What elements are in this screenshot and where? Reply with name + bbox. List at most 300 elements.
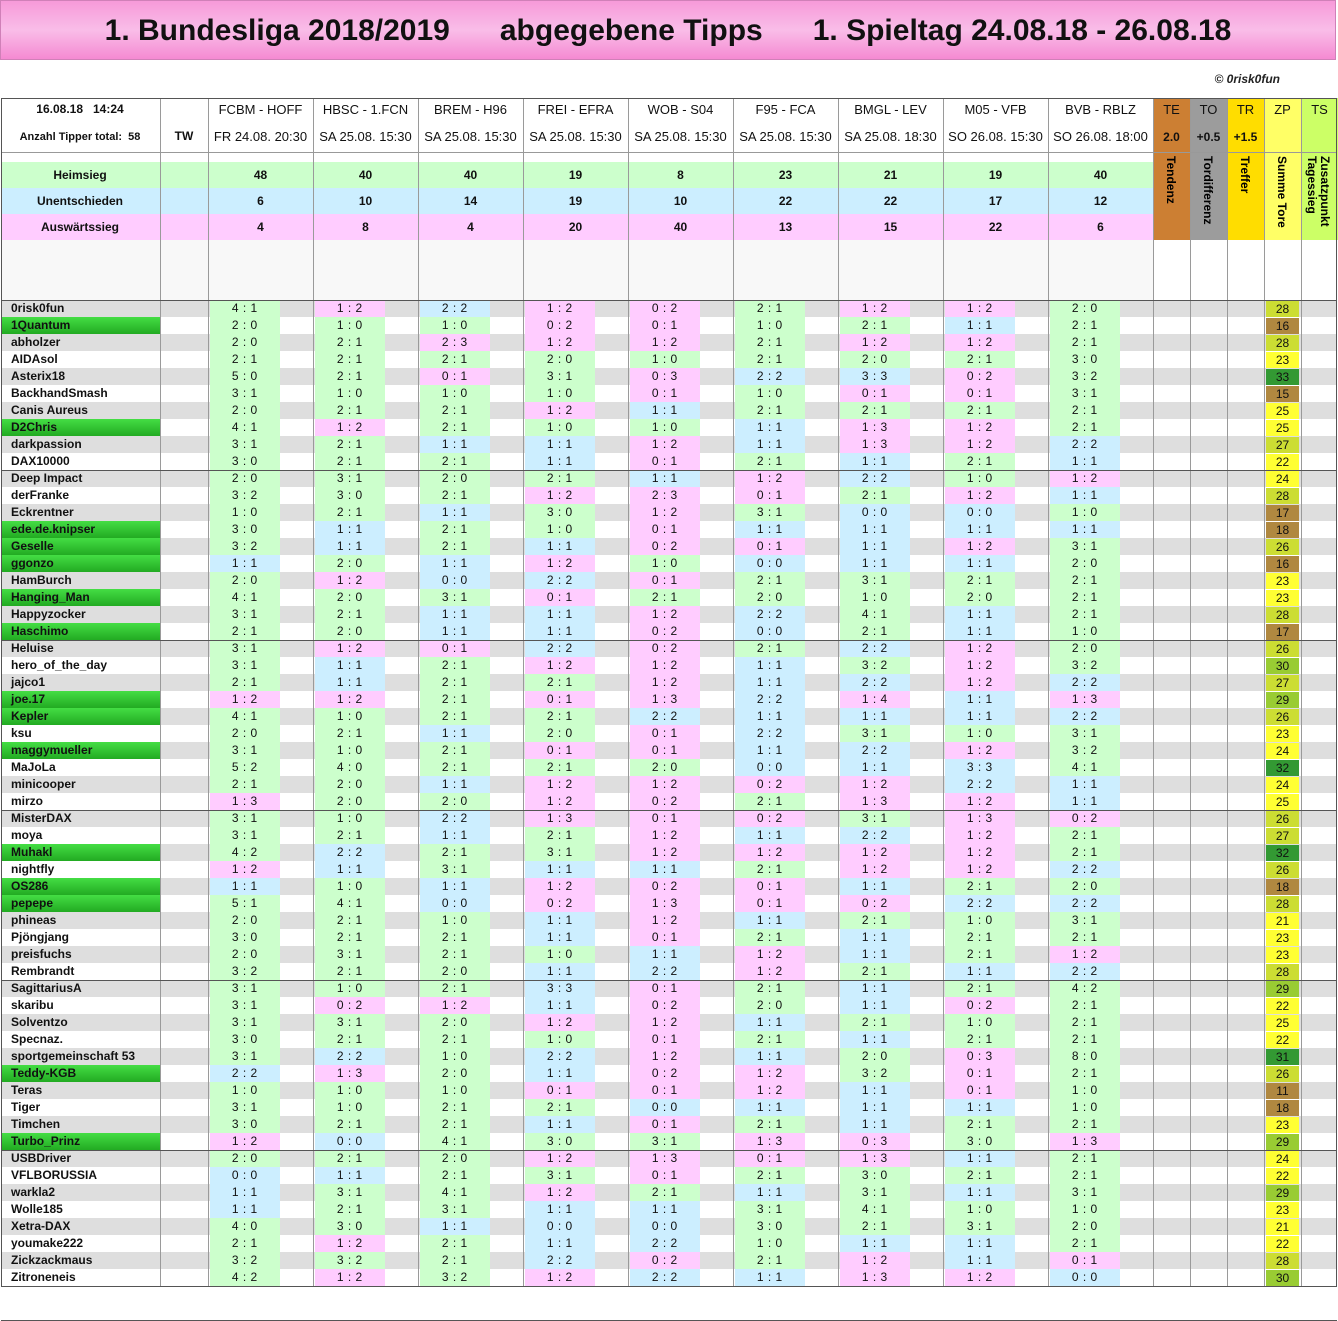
tip-cell: 2 : 2 [630,1235,700,1252]
match-kickoff: FR 24.08. 20:30 [213,129,308,144]
player-name: OS286 [1,878,160,895]
col-to-value: +0.5 [1196,130,1221,144]
tip-cell: 2 : 1 [420,1235,490,1252]
tip-cell: 1 : 1 [525,1235,595,1252]
tip-cell: 0 : 3 [945,1048,1015,1065]
tip-cell: 1 : 0 [315,708,385,725]
match-kickoff: SO 26.08. 15:30 [948,129,1043,144]
tip-cell: 4 : 1 [420,1184,490,1201]
player-name: HamBurch [11,573,72,587]
tip-cell: 2 : 1 [945,980,1015,997]
points-cell: 23 [1266,590,1299,606]
points-cell: 21 [1266,913,1299,929]
tip-cell: 1 : 2 [1050,946,1120,963]
tip-cell: 2 : 1 [420,402,490,419]
tip-cell: 1 : 2 [840,334,910,351]
tip-cell: 1 : 2 [315,1269,385,1286]
tip-cell: 1 : 1 [840,521,910,538]
tip-cell: 0 : 2 [525,317,595,334]
tip-cell: 2 : 1 [1050,334,1120,351]
tip-cell: 1 : 1 [840,1082,910,1099]
player-name: youmake222 [11,1236,84,1250]
tip-cell: 0 : 2 [525,895,595,912]
points-cell: 31 [1266,1049,1299,1065]
tip-cell: 1 : 2 [945,640,1015,657]
tip-cell: 2 : 1 [735,572,805,589]
unentschieden-count: 17 [988,194,1003,208]
author-credit: © 0risk0fun [1214,72,1280,86]
tip-cell: 1 : 2 [735,963,805,980]
tip-cell: 2 : 1 [420,351,490,368]
tip-cell: 2 : 1 [315,963,385,980]
tip-cell: 3 : 1 [210,385,280,402]
tip-cell: 1 : 1 [630,946,700,963]
points-cell: 32 [1266,845,1299,861]
tip-cell: 8 : 0 [1050,1048,1120,1065]
tip-cell: 1 : 1 [420,878,490,895]
tip-cell: 2 : 1 [420,538,490,555]
tip-cell: 2 : 2 [420,300,490,317]
tip-cell: 1 : 2 [630,657,700,674]
tip-cell: 2 : 2 [735,691,805,708]
points-cell: 29 [1266,981,1299,997]
tip-cell: 1 : 1 [945,1235,1015,1252]
tip-cell: 0 : 2 [945,368,1015,385]
tip-cell: 1 : 1 [630,470,700,487]
tip-cell: 0 : 1 [630,1031,700,1048]
tip-cell: 1 : 2 [525,793,595,810]
unentschieden-count: 22 [883,194,898,208]
points-cell: 26 [1266,1066,1299,1082]
tip-cell: 2 : 2 [945,895,1015,912]
tip-cell: 1 : 0 [1050,623,1120,640]
tip-cell: 2 : 2 [630,1269,700,1286]
tip-cell: 1 : 0 [1050,1201,1120,1218]
player-name: mirzo [11,794,44,808]
points-cell: 22 [1266,1236,1299,1252]
tip-cell: 2 : 1 [1050,419,1120,436]
tip-cell: 3 : 1 [945,1218,1015,1235]
tip-cell: 2 : 1 [735,402,805,419]
tip-cell: 1 : 2 [525,878,595,895]
tip-cell: 3 : 2 [210,487,280,504]
points-cell: 30 [1266,1270,1299,1286]
tip-cell: 1 : 1 [525,453,595,470]
tip-cell: 0 : 2 [630,538,700,555]
tip-cell: 2 : 2 [1050,861,1120,878]
tip-cell: 1 : 1 [840,946,910,963]
tip-cell: 1 : 1 [315,674,385,691]
tip-cell: 3 : 1 [315,946,385,963]
tip-cell: 1 : 2 [735,1082,805,1099]
points-cell: 26 [1266,539,1299,555]
tip-cell: 1 : 2 [735,844,805,861]
tip-cell: 1 : 1 [525,1201,595,1218]
points-cell: 16 [1266,318,1299,334]
tip-cell: 3 : 0 [315,487,385,504]
tip-cell: 1 : 1 [840,555,910,572]
auswaertssieg-count: 20 [568,220,583,234]
player-name: moya [11,828,43,842]
tip-cell: 1 : 1 [735,1014,805,1031]
tip-cell: 2 : 1 [945,453,1015,470]
tip-cell: 1 : 1 [315,521,385,538]
player-name: ede.de.knipser [1,521,160,538]
player-name: Tiger [11,1100,41,1114]
match-teams: BMGL - LEV [854,102,927,117]
tip-cell: 0 : 1 [630,1167,700,1184]
player-name: Solventzo [11,1015,68,1029]
tip-cell: 3 : 1 [420,589,490,606]
tip-cell: 3 : 1 [525,368,595,385]
header-tipper-count: Anzahl Tipper total: 58 [19,131,141,143]
tip-cell: 2 : 2 [525,1252,595,1269]
tip-cell: 3 : 2 [420,1269,490,1286]
tip-cell: 1 : 1 [1050,487,1120,504]
points-cell: 29 [1266,1185,1299,1201]
tip-cell: 3 : 0 [945,1133,1015,1150]
tip-cell: 2 : 1 [420,453,490,470]
tip-cell: 0 : 1 [630,980,700,997]
tip-cell: 2 : 1 [1050,1031,1120,1048]
tip-cell: 1 : 0 [420,1082,490,1099]
tip-cell: 3 : 0 [210,1116,280,1133]
tip-cell: 2 : 2 [1050,963,1120,980]
tip-cell: 2 : 1 [420,844,490,861]
tip-cell: 1 : 2 [945,419,1015,436]
tip-cell: 0 : 1 [630,572,700,589]
points-cell: 16 [1266,556,1299,572]
tip-cell: 2 : 0 [1050,300,1120,317]
tip-cell: 1 : 0 [945,1014,1015,1031]
tip-cell: 2 : 1 [420,1099,490,1116]
tip-cell: 1 : 0 [420,1048,490,1065]
tip-cell: 1 : 1 [630,1201,700,1218]
auswaertssieg-count: 13 [778,220,793,234]
tip-cell: 4 : 2 [210,844,280,861]
tip-cell: 0 : 1 [630,453,700,470]
tip-cell: 1 : 0 [420,385,490,402]
points-cell: 27 [1266,828,1299,844]
auswaertssieg-count: 4 [467,220,474,234]
tip-cell: 1 : 1 [210,878,280,895]
tip-cell: 3 : 0 [525,1133,595,1150]
tip-cell: 1 : 3 [840,793,910,810]
tip-cell: 2 : 2 [210,1065,280,1082]
tip-cell: 1 : 0 [1050,504,1120,521]
tip-cell: 1 : 1 [1050,453,1120,470]
points-cell: 25 [1266,1015,1299,1031]
tip-cell: 1 : 2 [525,776,595,793]
player-name: ksu [11,726,32,740]
tip-cell: 0 : 2 [840,895,910,912]
player-name: jajco1 [11,675,46,689]
heimsieg-count: 48 [253,168,268,182]
tip-cell: 3 : 0 [840,1167,910,1184]
player-name: hero_of_the_day [11,658,108,672]
tip-cell: 0 : 1 [630,385,700,402]
header-tw: TW [174,129,194,143]
player-name: maggymueller [1,742,160,759]
auswaertssieg-count: 22 [988,220,1003,234]
tip-cell: 2 : 1 [315,402,385,419]
points-cell: 27 [1266,437,1299,453]
tip-cell: 3 : 1 [1050,912,1120,929]
tip-cell: 2 : 1 [735,793,805,810]
heimsieg-count: 19 [568,168,583,182]
tip-cell: 0 : 0 [1050,1269,1120,1286]
unentschieden-count: 14 [463,194,478,208]
player-name: Pjöngjang [11,930,69,944]
page-title [0,0,1336,60]
tip-cell: 3 : 1 [315,470,385,487]
tip-cell: 1 : 1 [945,963,1015,980]
tip-cell: 1 : 1 [525,861,595,878]
tip-cell: 1 : 1 [735,912,805,929]
tip-cell: 3 : 1 [210,436,280,453]
tip-cell: 0 : 0 [420,895,490,912]
tip-cell: 1 : 3 [630,691,700,708]
tip-cell: 0 : 2 [315,997,385,1014]
col-tr-value: +1.5 [1233,130,1258,144]
points-cell: 23 [1266,352,1299,368]
tip-cell: 3 : 1 [525,1167,595,1184]
points-cell: 25 [1266,420,1299,436]
heimsieg-count: 40 [358,168,373,182]
tip-cell: 3 : 2 [210,1252,280,1269]
points-cell: 11 [1266,1083,1299,1099]
tip-cell: 3 : 2 [315,1252,385,1269]
match-teams: FREI - EFRA [537,102,614,117]
tip-cell: 1 : 2 [525,487,595,504]
tip-cell: 3 : 0 [525,504,595,521]
col-te-label: Tendenz [1164,156,1178,204]
player-name: DAX10000 [11,454,70,468]
player-name: MisterDAX [11,811,72,825]
player-name: nightfly [11,862,55,876]
heimsieg-count: 19 [988,168,1003,182]
tip-cell: 2 : 1 [420,521,490,538]
match-teams: WOB - S04 [647,102,714,117]
tip-cell: 0 : 1 [735,895,805,912]
tip-cell: 3 : 1 [1050,385,1120,402]
unentschieden-count: 10 [673,194,688,208]
heimsieg-count: 8 [677,168,684,182]
tip-cell: 2 : 1 [1050,827,1120,844]
tip-cell: 2 : 1 [630,589,700,606]
tip-cell: 1 : 1 [525,1065,595,1082]
unentschieden-count: 22 [778,194,793,208]
tip-cell: 2 : 1 [210,1235,280,1252]
tip-cell: 3 : 1 [840,810,910,827]
col-zp-code: ZP [1274,102,1291,117]
tip-cell: 2 : 1 [1050,929,1120,946]
tip-cell: 2 : 1 [315,334,385,351]
tip-cell: 2 : 2 [1050,674,1120,691]
tip-cell: 1 : 1 [210,555,280,572]
tip-cell: 1 : 2 [630,674,700,691]
tip-cell: 0 : 2 [630,640,700,657]
col-tr-code: TR [1236,102,1255,117]
tip-cell: 1 : 3 [840,1269,910,1286]
points-cell: 26 [1266,811,1299,827]
tip-cell: 2 : 0 [210,334,280,351]
player-name: Kepler [1,708,160,725]
tip-cell: 2 : 1 [420,487,490,504]
tip-cell: 2 : 1 [735,1252,805,1269]
match-kickoff: SA 25.08. 15:30 [739,129,832,144]
tip-cell: 2 : 2 [1050,436,1120,453]
tip-cell: 1 : 0 [525,1031,595,1048]
tip-cell: 2 : 0 [420,963,490,980]
tip-cell: 1 : 1 [840,708,910,725]
tip-cell: 2 : 1 [1050,606,1120,623]
tip-cell: 1 : 2 [315,572,385,589]
tip-cell: 2 : 0 [735,997,805,1014]
tip-cell: 0 : 1 [525,742,595,759]
title-league: 1. Bundesliga 2018/2019 [104,14,450,47]
tip-cell: 1 : 1 [420,776,490,793]
tip-cell: 2 : 0 [1050,1218,1120,1235]
points-cell: 30 [1266,658,1299,674]
tip-cell: 2 : 0 [840,351,910,368]
tip-cell: 3 : 1 [840,1184,910,1201]
points-cell: 28 [1266,964,1299,980]
tip-cell: 3 : 1 [210,606,280,623]
tip-cell: 1 : 1 [315,861,385,878]
tip-cell: 1 : 3 [630,1150,700,1167]
tip-cell: 1 : 3 [315,1065,385,1082]
tip-cell: 2 : 2 [315,844,385,861]
tip-cell: 2 : 1 [315,368,385,385]
points-cell: 18 [1266,879,1299,895]
player-name: Timchen [11,1117,61,1131]
tip-cell: 1 : 1 [735,1099,805,1116]
tip-cell: 1 : 1 [945,691,1015,708]
tip-cell: 2 : 1 [1050,1014,1120,1031]
points-cell: 28 [1266,607,1299,623]
heimsieg-count: 23 [778,168,793,182]
points-cell: 23 [1266,1117,1299,1133]
tip-cell: 1 : 1 [735,1269,805,1286]
tip-cell: 1 : 1 [420,504,490,521]
tip-cell: 3 : 1 [210,742,280,759]
tip-cell: 4 : 0 [315,759,385,776]
tip-cell: 2 : 1 [525,759,595,776]
points-cell: 24 [1266,471,1299,487]
player-name: Haschimo [1,623,160,640]
points-cell: 23 [1266,947,1299,963]
auswaertssieg-count: 15 [883,220,898,234]
tip-cell: 0 : 2 [735,776,805,793]
tip-cell: 1 : 0 [735,385,805,402]
points-cell: 22 [1266,454,1299,470]
tip-cell: 2 : 1 [735,929,805,946]
tip-cell: 3 : 1 [210,657,280,674]
tip-cell: 1 : 0 [735,317,805,334]
tip-cell: 1 : 1 [210,1184,280,1201]
tip-cell: 2 : 1 [840,623,910,640]
tip-cell: 1 : 1 [840,538,910,555]
tip-cell: 2 : 2 [840,470,910,487]
tip-cell: 2 : 1 [420,674,490,691]
tip-cell: 1 : 2 [630,1048,700,1065]
tip-cell: 3 : 1 [1050,538,1120,555]
tip-cell: 2 : 3 [420,334,490,351]
tip-cell: 1 : 3 [840,419,910,436]
tip-cell: 3 : 1 [735,1201,805,1218]
tip-cell: 1 : 2 [525,555,595,572]
tip-cell: 0 : 1 [735,878,805,895]
player-name: abholzer [11,335,61,349]
tip-cell: 0 : 1 [630,317,700,334]
unentschieden-count: 12 [1093,194,1108,208]
player-name: SagittariusA [11,981,82,995]
tip-cell: 2 : 1 [840,1014,910,1031]
player-name: preisfuchs [11,947,72,961]
tip-cell: 2 : 1 [945,1116,1015,1133]
tip-cell: 0 : 1 [945,1082,1015,1099]
tip-cell: 2 : 0 [210,470,280,487]
tip-cell: 2 : 1 [420,1116,490,1133]
tip-cell: 2 : 1 [420,419,490,436]
tip-cell: 1 : 2 [525,657,595,674]
tips-table [1,98,1337,1287]
tip-cell: 1 : 0 [525,521,595,538]
tip-cell: 2 : 1 [210,351,280,368]
tip-cell: 4 : 1 [210,419,280,436]
tip-cell: 1 : 0 [315,317,385,334]
tip-cell: 1 : 1 [735,742,805,759]
tip-cell: 3 : 1 [420,1201,490,1218]
tip-cell: 0 : 0 [630,1099,700,1116]
tip-cell: 1 : 1 [210,1201,280,1218]
tip-cell: 0 : 2 [735,810,805,827]
unentschieden-count: 6 [257,194,264,208]
tip-cell: 3 : 0 [210,1031,280,1048]
tip-cell: 2 : 0 [315,776,385,793]
heimsieg-count: 40 [463,168,478,182]
match-kickoff: SA 25.08. 18:30 [844,129,937,144]
match-kickoff: SA 25.08. 15:30 [319,129,412,144]
match-kickoff: SO 26.08. 18:00 [1053,129,1148,144]
tip-cell: 1 : 1 [420,606,490,623]
player-name: Zitroneneis [11,1270,76,1284]
auswaertssieg-count: 40 [673,220,688,234]
tip-cell: 2 : 1 [1050,1065,1120,1082]
tip-cell: 3 : 1 [210,1048,280,1065]
tip-cell: 2 : 2 [315,1048,385,1065]
tip-cell: 2 : 1 [315,827,385,844]
tip-cell: 1 : 1 [840,1031,910,1048]
tip-cell: 1 : 0 [420,912,490,929]
tip-cell: 3 : 1 [315,1014,385,1031]
tip-cell: 2 : 1 [1050,997,1120,1014]
tip-cell: 4 : 2 [210,1269,280,1286]
points-cell: 21 [1266,1219,1299,1235]
tip-cell: 3 : 2 [210,963,280,980]
tip-cell: 3 : 1 [315,1184,385,1201]
tip-cell: 1 : 1 [945,1099,1015,1116]
tip-cell: 1 : 0 [210,1082,280,1099]
tip-cell: 5 : 0 [210,368,280,385]
tip-cell: 0 : 0 [735,555,805,572]
tip-cell: 2 : 1 [420,708,490,725]
player-name: Zickzackmaus [11,1253,93,1267]
tip-cell: 1 : 1 [315,538,385,555]
tip-cell: 1 : 2 [210,1133,280,1150]
tip-cell: 1 : 2 [735,470,805,487]
